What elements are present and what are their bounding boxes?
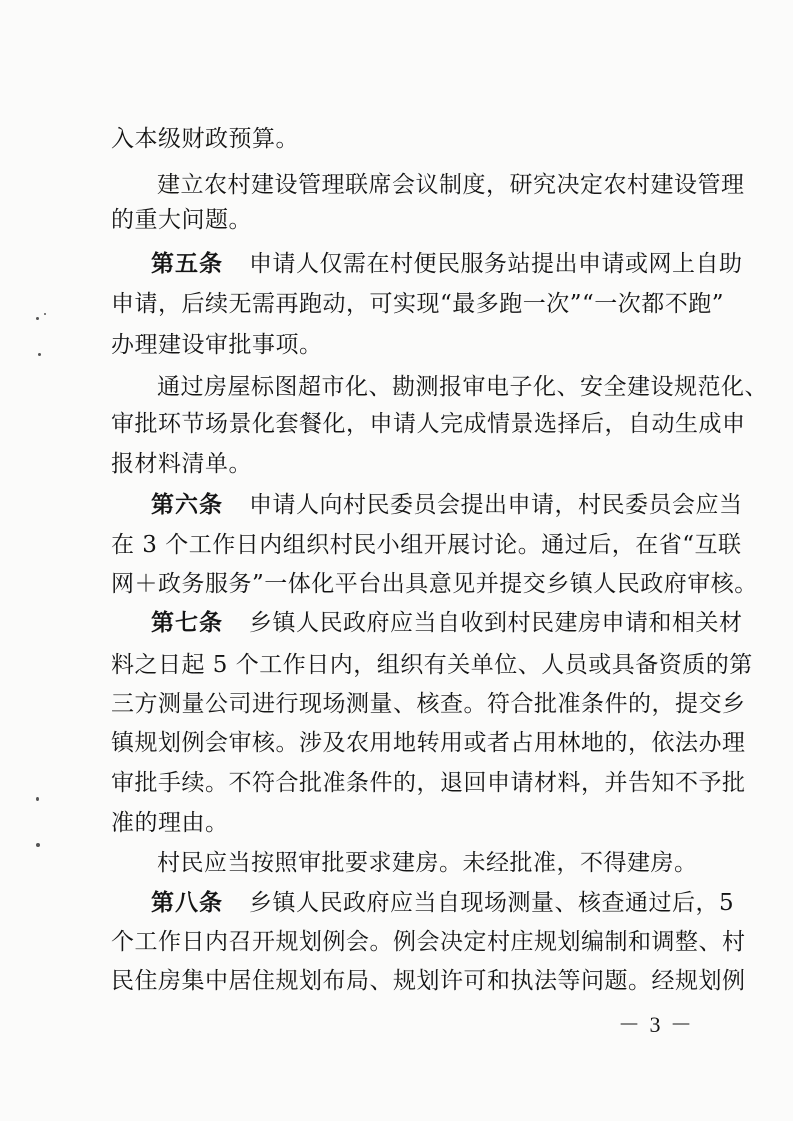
article-heading-7: 第七条 bbox=[151, 610, 223, 636]
paragraph-line: 个工作日内召开规划例会。例会决定村庄规划编制和调整、村 bbox=[111, 929, 746, 955]
paragraph-line: 准的理由。 bbox=[111, 810, 229, 836]
article-line: 第八条 乡镇人民政府应当自现场测量、核查通过后，5 bbox=[151, 890, 735, 916]
paragraph-line: 报材料清单。 bbox=[111, 451, 252, 477]
paragraph-line: 民住房集中居住规划布局、规划许可和执法等问题。经规划例 bbox=[111, 968, 746, 994]
scan-speck bbox=[36, 843, 40, 847]
text-line: 入本级财政预算。 bbox=[111, 126, 299, 152]
paragraph-line: 网＋政务服务”一体化平台出具意见并提交乡镇人民政府审核。 bbox=[111, 571, 758, 597]
paragraph-line: 料之日起 5 个工作日内，组织有关单位、人员或具备资质的第 bbox=[111, 652, 753, 678]
paragraph-line: 建立农村建设管理联席会议制度，研究决定农村建设管理 bbox=[157, 172, 745, 198]
paragraph-line: 通过房屋标图超市化、勘测报审电子化、安全建设规范化、 bbox=[157, 374, 768, 400]
paragraph-line: 镇规划例会审核。涉及农用地转用或者占用林地的，依法办理 bbox=[111, 730, 746, 756]
paragraph-line: 审批环节场景化套餐化，申请人完成情景选择后，自动生成申 bbox=[111, 411, 746, 437]
paragraph-line: 审批手续。不符合批准条件的，退回申请材料，并告知不予批 bbox=[111, 770, 746, 796]
article-heading-8: 第八条 bbox=[151, 890, 223, 916]
paragraph-line: 三方测量公司进行现场测量、核查。符合批准条件的，提交乡 bbox=[111, 691, 746, 717]
scan-speck bbox=[36, 797, 39, 801]
paragraph-line: 申请，后续无需再跑动，可实现“最多跑一次”“一次都不跑” bbox=[111, 291, 725, 317]
page-number: － 3 － bbox=[618, 1012, 695, 1037]
paragraph-line: 在 3 个工作日内组织村民小组开展讨论。通过后，在省“互联 bbox=[111, 532, 742, 558]
paragraph-line: 村民应当按照审批要求建房。未经批准，不得建房。 bbox=[157, 850, 698, 876]
article-line: 第六条 申请人向村民委员会提出申请，村民委员会应当 bbox=[151, 492, 743, 518]
paragraph-line: 的重大问题。 bbox=[111, 207, 252, 233]
article-line: 第五条 申请人仅需在村便民服务站提出申请或网上自助 bbox=[151, 251, 743, 277]
scan-speck bbox=[36, 317, 39, 320]
scan-speck bbox=[44, 313, 46, 315]
paragraph-line: 办理建设审批事项。 bbox=[111, 332, 323, 358]
article-heading-5: 第五条 bbox=[151, 251, 223, 277]
article-line: 第七条 乡镇人民政府应当自收到村民建房申请和相关材 bbox=[151, 610, 743, 636]
article-heading-6: 第六条 bbox=[151, 492, 223, 518]
scan-speck bbox=[38, 353, 41, 356]
